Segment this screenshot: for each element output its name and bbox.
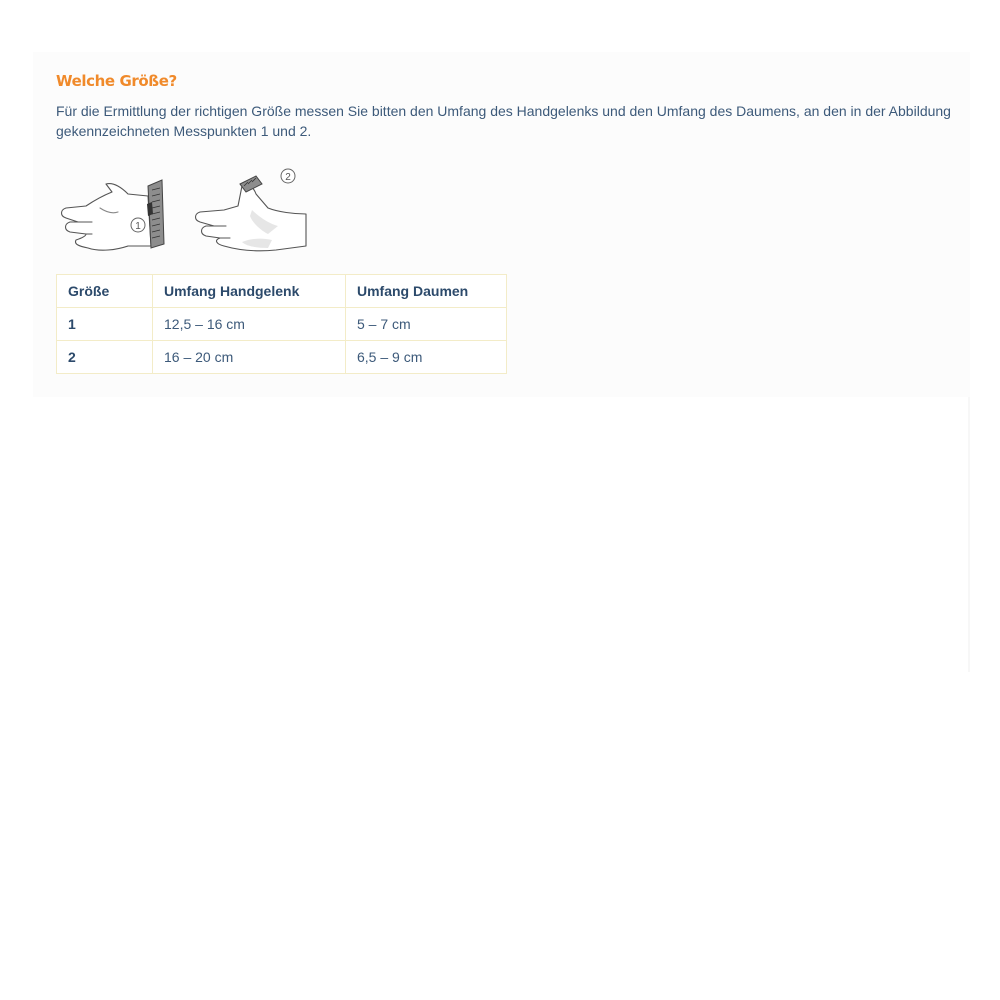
marker-2-icon (281, 169, 295, 183)
wrist-cell: 16 – 20 cm (153, 341, 346, 374)
header-wrist-circumference: Umfang Handgelenk (153, 275, 346, 308)
thumb-cell: 6,5 – 9 cm (346, 341, 507, 374)
table-row (57, 308, 507, 341)
marker-1-label: 1 (135, 221, 141, 232)
thumb-cell: 5 – 7 cm (346, 308, 507, 341)
panel-divider (968, 397, 970, 672)
wrist-cell: 12,5 – 16 cm (153, 308, 346, 341)
section-title: Welche Größe? (56, 72, 177, 90)
size-cell: 2 (57, 341, 153, 374)
size-table (56, 274, 507, 374)
header-size: Größe (57, 275, 153, 308)
table-row (57, 341, 507, 374)
marker-2-label: 2 (285, 172, 291, 183)
hand-measurement-illustration (56, 160, 308, 258)
header-thumb-circumference: Umfang Daumen (346, 275, 507, 308)
table-header-row (57, 275, 507, 308)
marker-1-icon (131, 218, 145, 232)
size-cell: 1 (57, 308, 153, 341)
wrist-hand-drawing (62, 184, 152, 251)
section-description: Für die Ermittlung der richtigen Größe messen Sie bitten den Umfang des Handgelenks und den Umfang des Daumens, an den in der Abbildung gekennzeichneten Messpunkten 1 und 2. (56, 103, 951, 139)
